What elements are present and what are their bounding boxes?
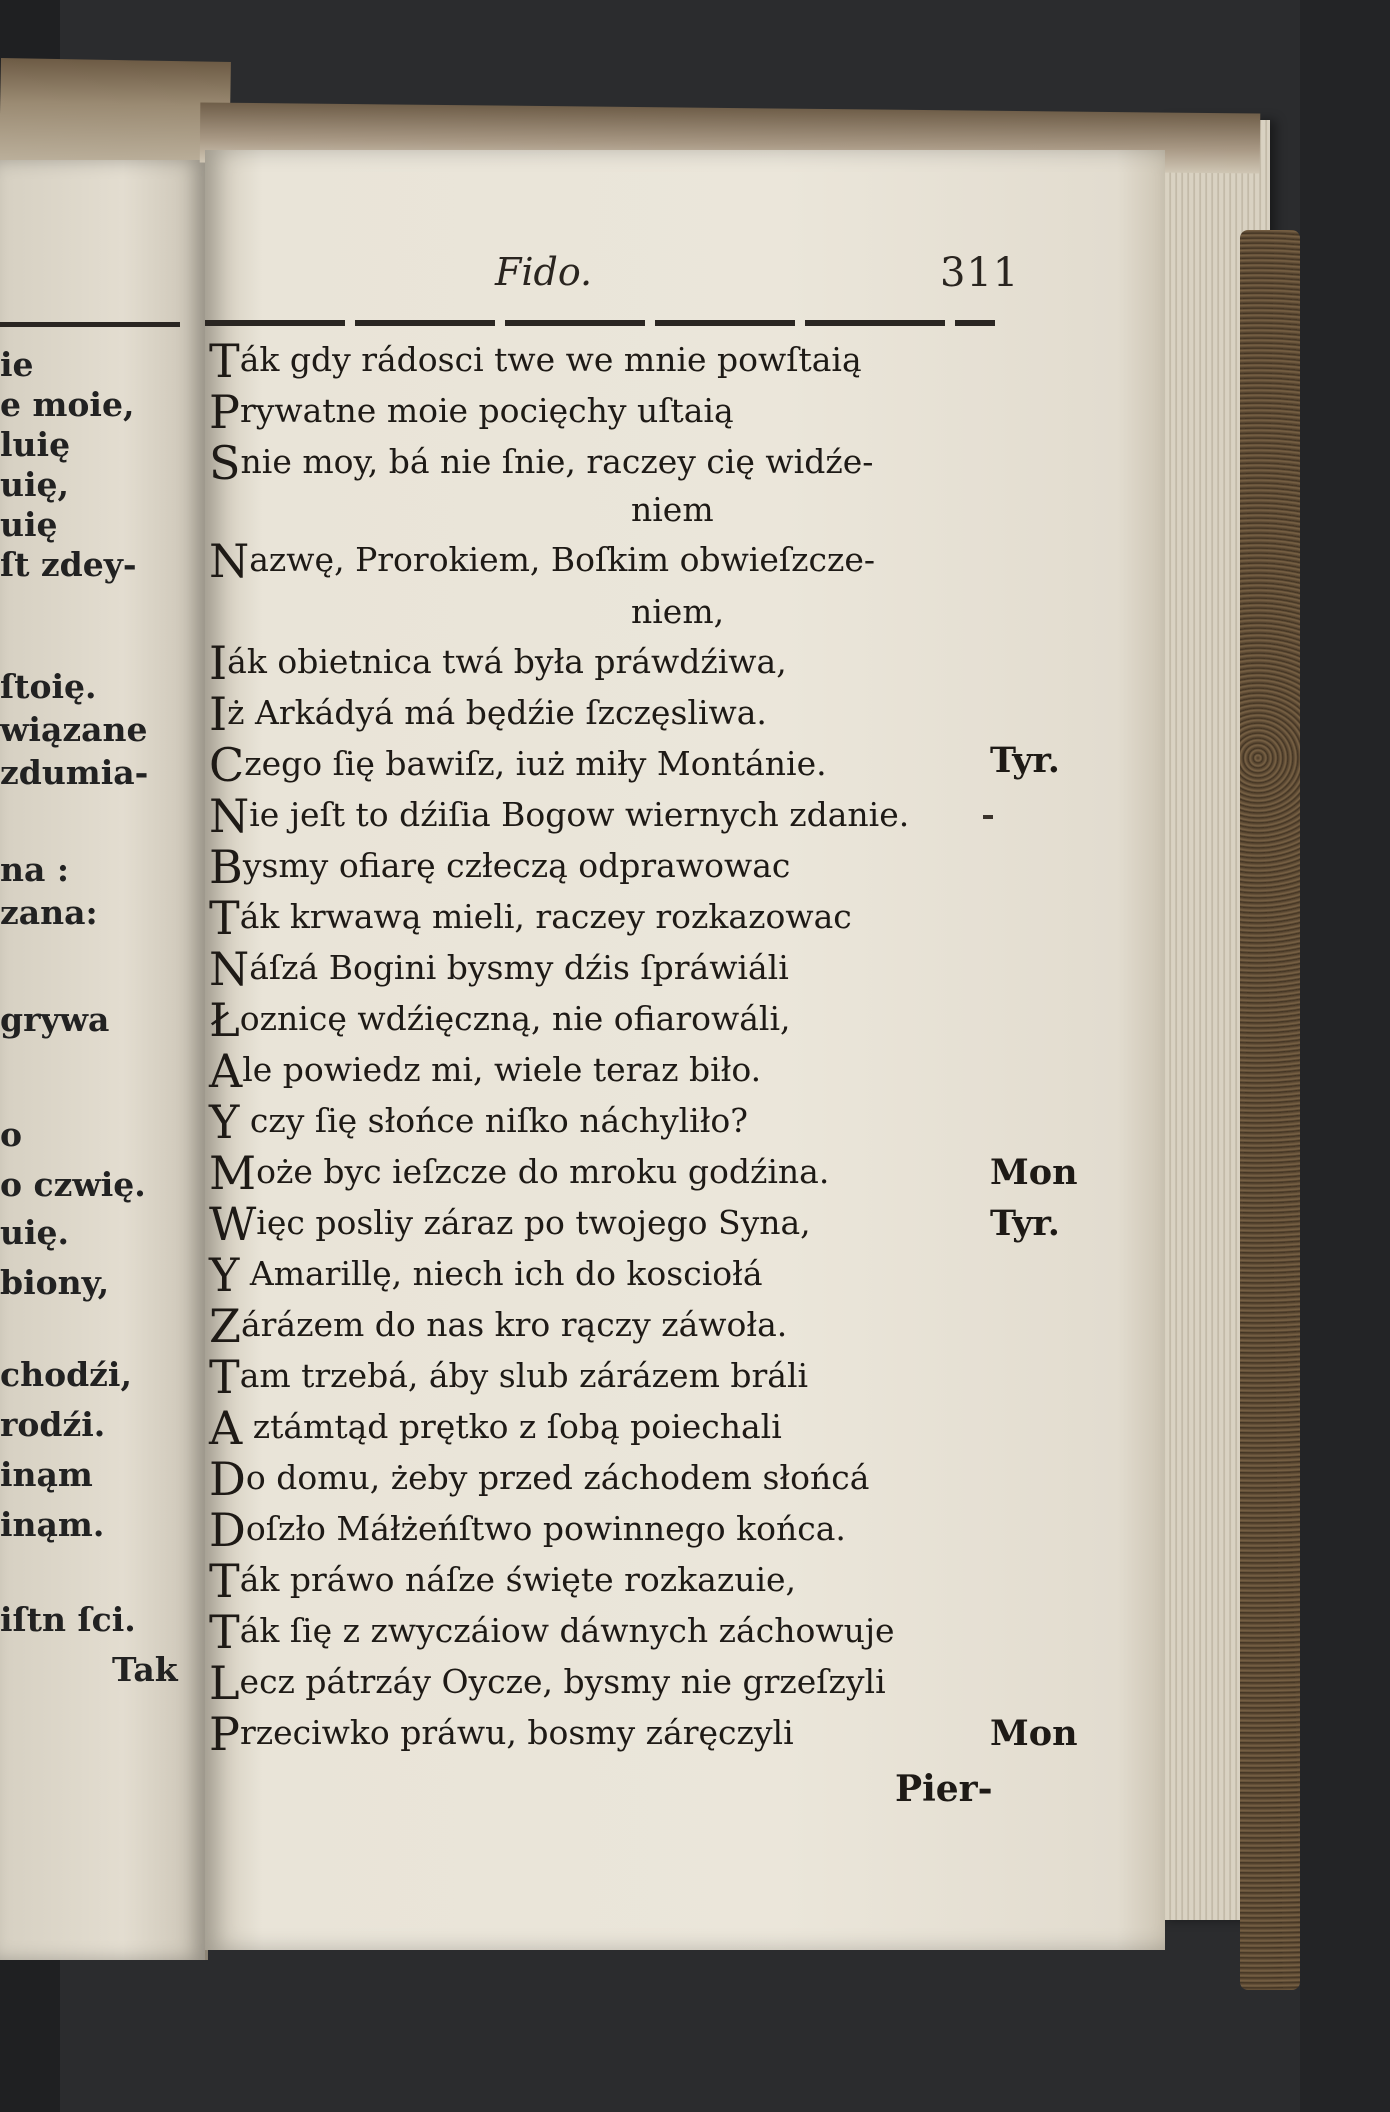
left-line: ſtoię. [0, 667, 97, 706]
left-line: ie [0, 345, 34, 384]
left-line: Tak [112, 1650, 178, 1689]
page-header [205, 250, 1165, 300]
verse-line: Może byc ieſzcze do mroku godźina. [209, 1146, 830, 1200]
verse-line: Ale powiedz mi, wiele teraz biło. [209, 1044, 762, 1098]
left-line: inąm [0, 1455, 93, 1494]
verse-line: Nie jeſt to dźiſia Bogow wiernych zdanie. [209, 789, 910, 843]
verse-line: Bysmy ofiarę człeczą odprawowac [209, 840, 791, 894]
verse-line: Przeciwko práwu, bosmy záręczyli [209, 1707, 794, 1761]
left-line: chodźi, [0, 1355, 132, 1394]
verse-line: Iák obietnica twá była práwdźiwa, [209, 636, 787, 690]
book-cover-edge [1240, 230, 1300, 1990]
left-page-rule [0, 322, 180, 327]
verse-line: Czego ſię bawiſz, iuż miły Montánie. [209, 738, 827, 792]
left-line: na : [0, 850, 70, 889]
verse-line: Lecz pátrzáy Oycze, bysmy nie grzeſzyli [209, 1656, 886, 1710]
speaker-label: Mon [990, 1152, 1078, 1193]
left-line: uię, [0, 465, 70, 504]
verse-line: Iż Arkádyá má będźie ſzczęsliwa. [209, 687, 767, 741]
verse-line: Więc posliy záraz po twojego Syna, [209, 1197, 811, 1251]
verse-line: Łoznicę wdźięczną, nie ofiarowáli, [209, 993, 791, 1047]
verse-line: Prywatne moie pocięchy uſtaią [209, 385, 734, 439]
running-head: Fido. [495, 250, 593, 294]
verse-line: niem [631, 490, 714, 529]
verse-line: Do domu, żeby przed záchodem słońcá [209, 1452, 870, 1506]
page-number: 311 [940, 250, 1020, 296]
speaker-label: Tyr. [990, 1203, 1060, 1244]
verse-line: Snie moy, bá nie ſnie, raczey cię widźe- [209, 436, 874, 490]
left-line: e moie, [0, 385, 135, 424]
verse-line: Nazwę, Prorokiem, Boſkim obwieſzcze- [209, 534, 876, 588]
left-line: luię [0, 425, 71, 464]
left-line: inąm. [0, 1505, 105, 1544]
verse-line: Zárázem do nas kro rączy záwoła. [209, 1299, 788, 1353]
catchword: Pier- [895, 1768, 993, 1810]
left-line: o czwię. [0, 1165, 146, 1204]
left-line: o [0, 1115, 23, 1154]
left-line: grywa [0, 1000, 110, 1039]
verse-line: Doſzło Máłżeńſtwo powinnego końca. [209, 1503, 846, 1557]
verse-line: Ták gdy rádosci twe we mnie powſtaią [209, 334, 862, 388]
book-page [205, 150, 1165, 1950]
verse-line: Y czy ſię słońce niſko náchyliło? [209, 1095, 748, 1149]
verse-line: Ták ſię z zwyczáiow dáwnych záchowuje [209, 1605, 895, 1659]
left-line: zana: [0, 893, 98, 932]
verse-line: Ták práwo náſze święte rozkazuie, [209, 1554, 797, 1608]
ink-speck [983, 815, 993, 819]
speaker-label: Mon [990, 1713, 1078, 1754]
previous-page [0, 160, 208, 1960]
left-line: ſt zdey- [0, 545, 137, 584]
verse-line: Náſzá Bogini bysmy dźis ſpráwiáli [209, 942, 789, 996]
left-line: zdumia- [0, 753, 149, 792]
verse-line: Y Amarillę, niech ich do kosciołá [209, 1248, 763, 1302]
left-line: biony, [0, 1263, 110, 1302]
header-rule [205, 320, 995, 326]
verse-line: niem, [631, 592, 725, 631]
background-right [1300, 0, 1390, 2112]
verse-line: Tam trzebá, áby slub zárázem bráli [209, 1350, 809, 1404]
left-line: rodźi. [0, 1405, 106, 1444]
verse-line: Ták krwawą mieli, raczey rozkazowac [209, 891, 852, 945]
left-page-top-edge [0, 58, 231, 172]
verse-line: A ztámtąd prętko z ſobą poiechali [209, 1401, 782, 1455]
left-line: iſtn ſci. [0, 1600, 136, 1639]
left-line: wiązane [0, 710, 148, 749]
left-line: uię. [0, 1213, 70, 1252]
speaker-label: Tyr. [990, 740, 1060, 781]
left-line: uię [0, 505, 58, 544]
